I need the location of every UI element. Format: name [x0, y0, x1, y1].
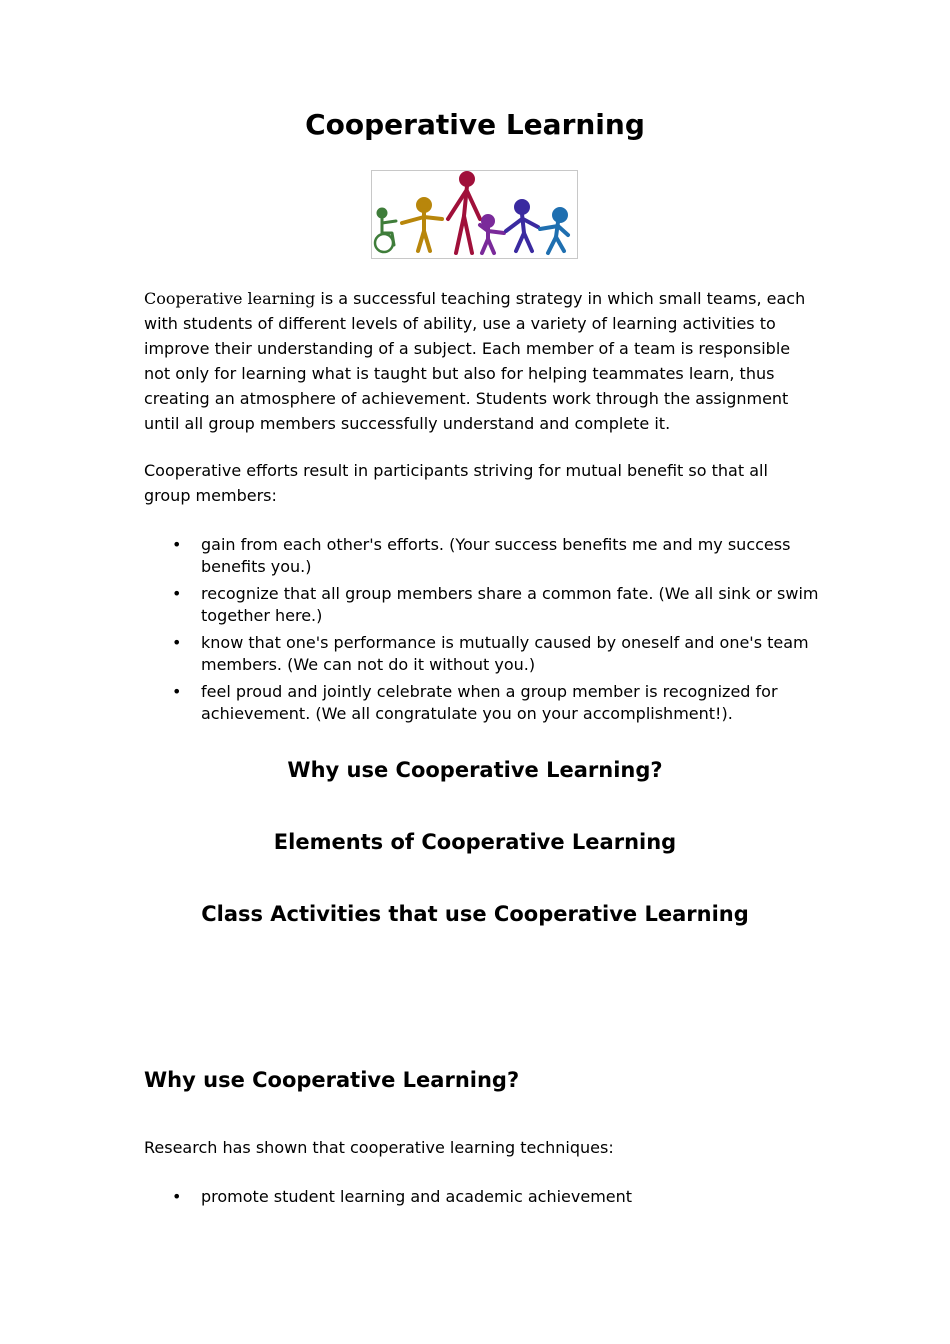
list-item: • gain from each other's efforts. (Your success benefits me and my success benefits you.) [144, 534, 824, 578]
research-list [144, 1186, 824, 1213]
list-item: • feel proud and jointly celebrate when a group member is recognized for achievement. (We all congratulate you on your accomplishment!). [144, 681, 824, 725]
intro-text: is a successful teaching strategy in which small teams, each with students of different levels of ability, use a variety of learning activities to improve their understanding of a subject. Each member of a team is responsible not only for learning what is taught but also for helping teammates learn, thus creating an atmosphere of achievement. Students work through the assignment until all group members successfully understand and complete it. [144, 289, 806, 433]
efforts-paragraph: Cooperative efforts result in participants striving for mutual benefit so that all group members: [144, 461, 768, 505]
page-title: Cooperative Learning [305, 108, 645, 141]
toc-link-activities[interactable]: Class Activities that use Cooperative Learning [201, 902, 749, 926]
children-icon [372, 171, 577, 258]
benefits-list [144, 534, 824, 730]
list-item: • promote student learning and academic achievement [144, 1186, 824, 1208]
list-item: • recognize that all group members share a common fate. (We all sink or swim together here.) [144, 583, 824, 627]
lead-term: Cooperative learning [144, 289, 316, 308]
list-item: • know that one's performance is mutually caused by oneself and one's team members. (We can not do it without you.) [144, 632, 824, 676]
children-holding-hands-illustration [371, 170, 578, 259]
section-heading: Why use Cooperative Learning? [144, 1068, 520, 1092]
toc-link-why[interactable]: Why use Cooperative Learning? [287, 758, 663, 782]
intro-paragraph [144, 286, 814, 436]
research-lead: Research has shown that cooperative learning techniques: [144, 1138, 614, 1157]
toc-link-elements[interactable]: Elements of Cooperative Learning [273, 830, 677, 854]
